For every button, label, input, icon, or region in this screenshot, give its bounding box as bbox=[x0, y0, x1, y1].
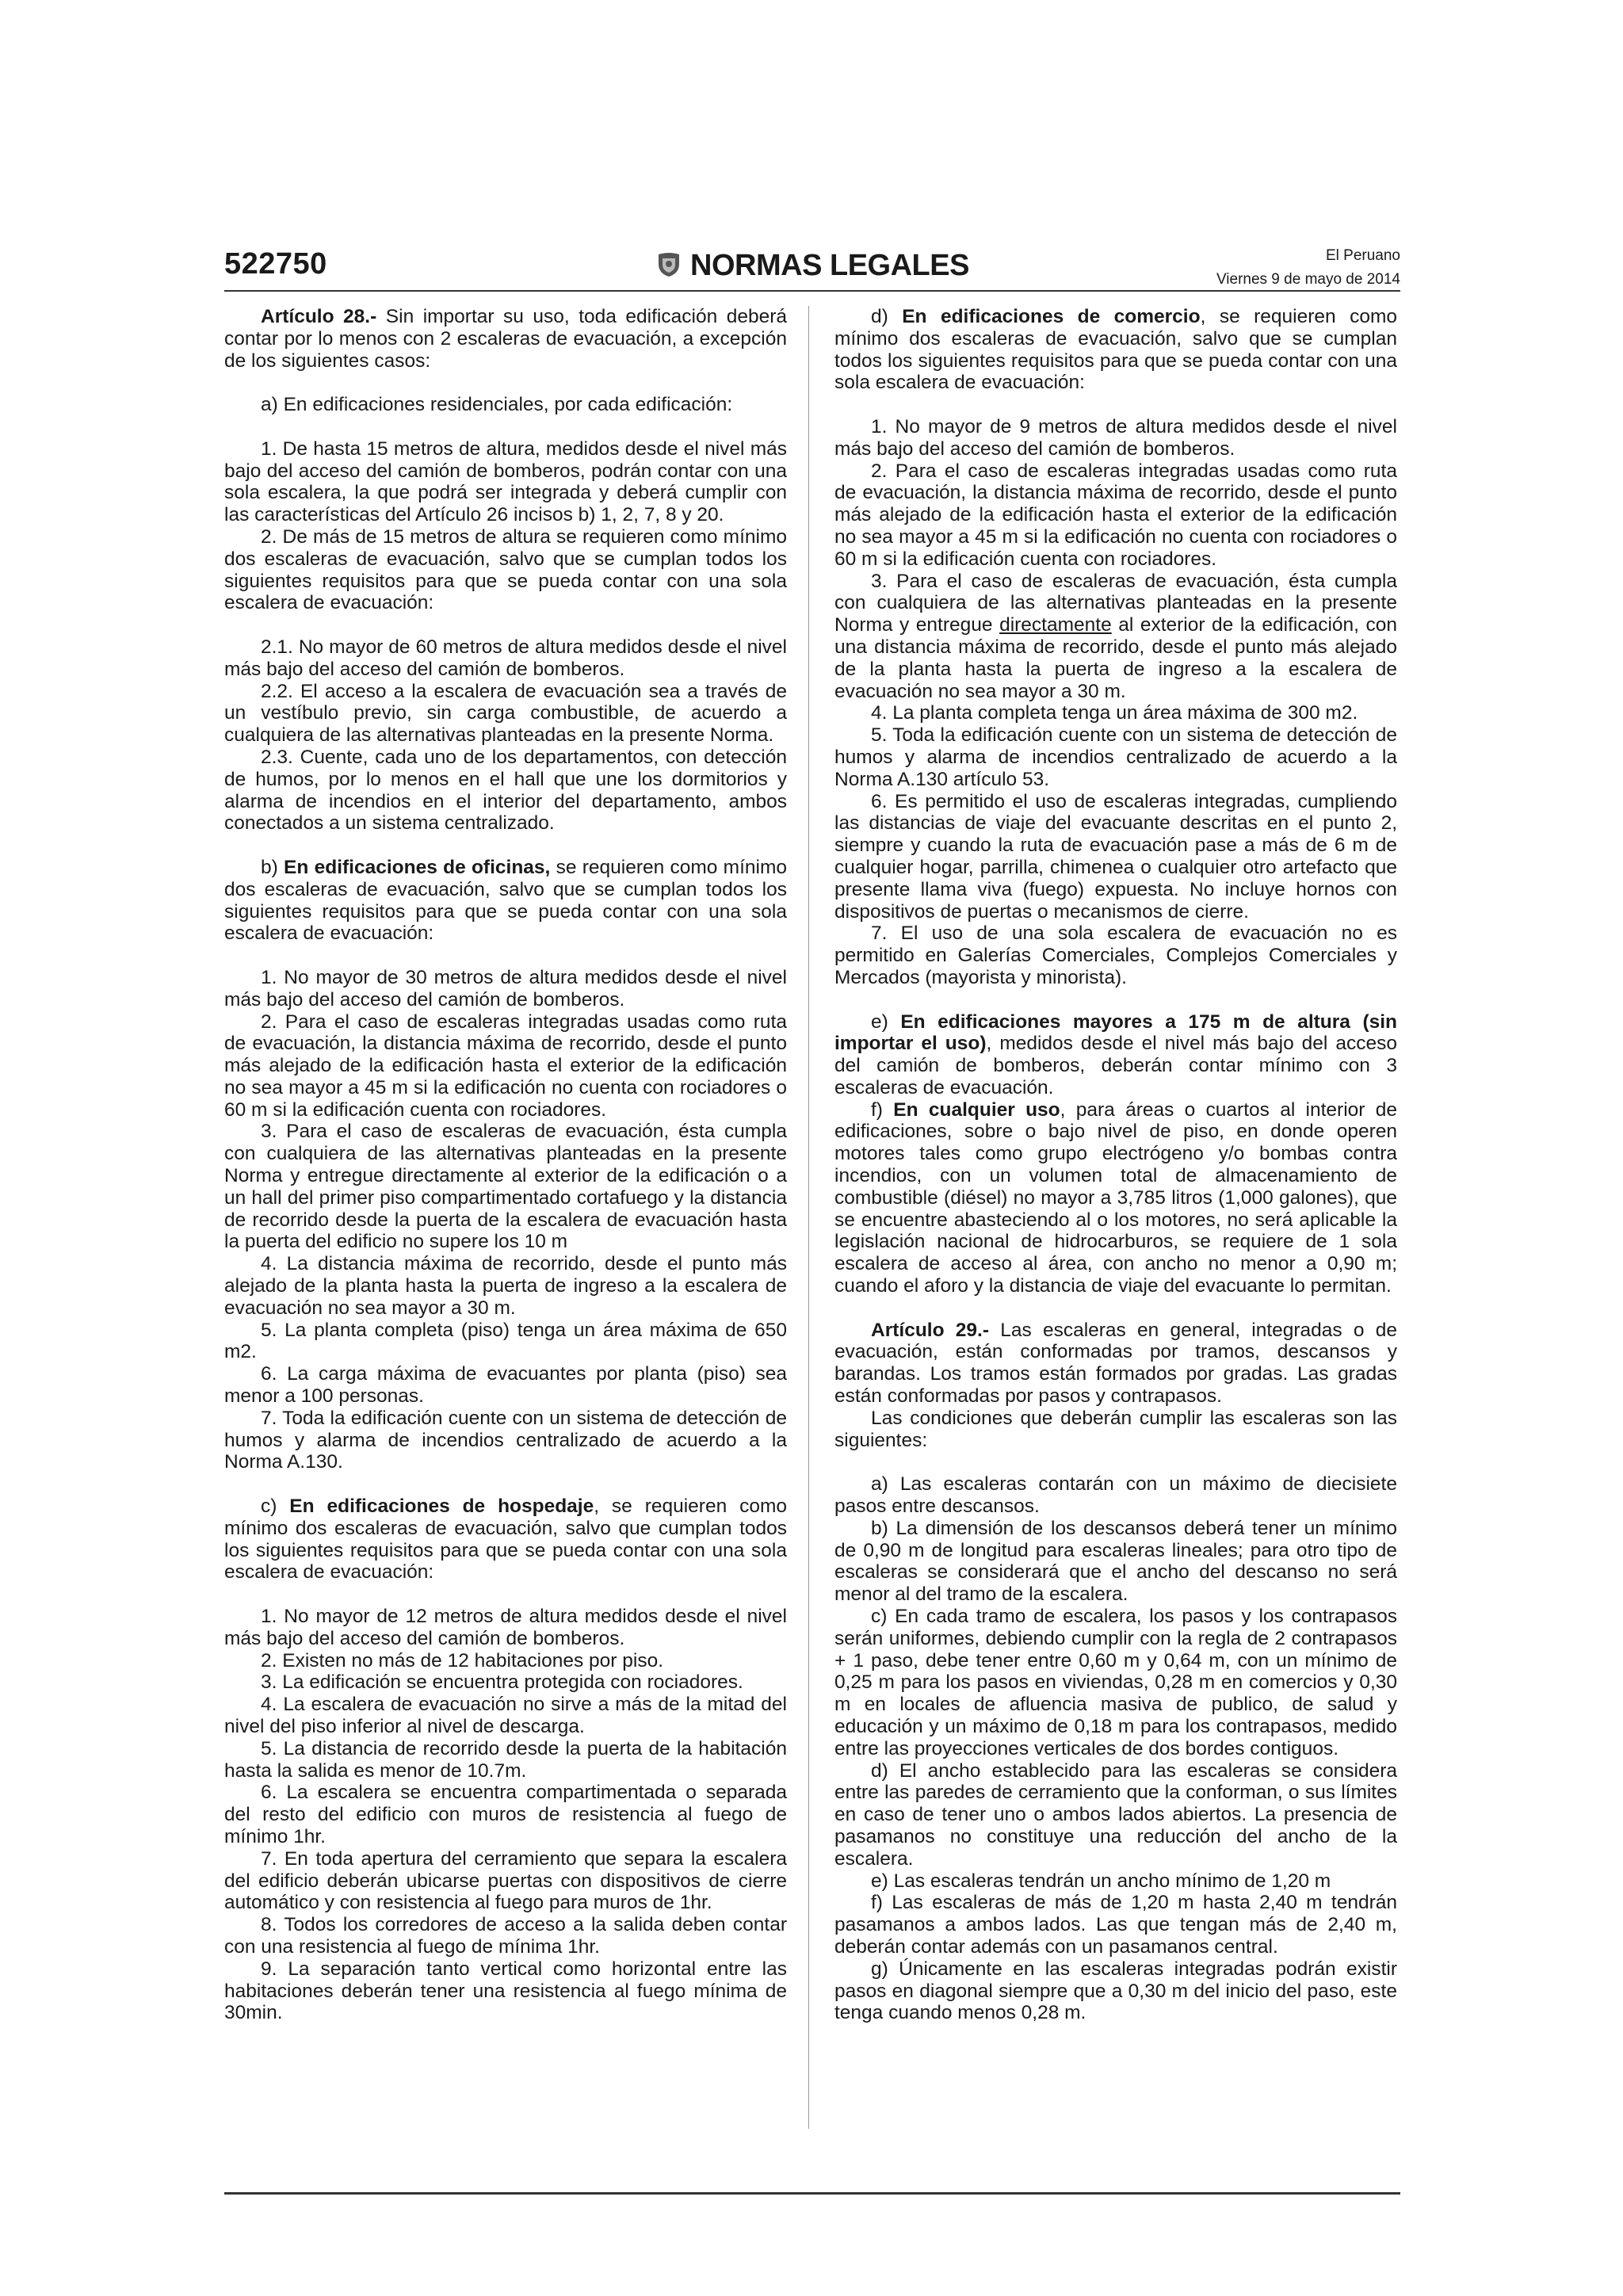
publication-name: El Peruano bbox=[1325, 247, 1400, 264]
clause-d-3: 3. Para el caso de escaleras de evacuación, ésta cumpla con cualquiera de las alternativas planteadas en la presente Norma y entregue directamente al exterior de la edificación, con una distancia máxima de recorrido, desde el punto más alejado de la planta hasta la puerta de ingreso a la escalera de evacuación no sea mayor a 30 m. bbox=[834, 570, 1398, 702]
clause-c-6: 6. La escalera se encuentra compartimentada o separada del resto del edificio con muros de resistencia al fuego de mínimo 1hr. bbox=[224, 1782, 787, 1847]
stair-rule-d: d) El ancho establecido para las escaleras se considera entre las paredes de cerramiento que la conforman, o sus límites en caso de tener uno o ambos lados abiertos. La presencia de pasamanos no constituye una reducción del ancho de la escalera. bbox=[834, 1759, 1397, 1870]
clause-b-7: 7. Toda la edificación cuente con un sistema de detección de humos y alarma de incendios centralizado de acuerdo a la Norma A.130. bbox=[224, 1407, 787, 1473]
column-divider bbox=[808, 306, 809, 2129]
stair-rule-b: b) La dimensión de los descansos deberá tener un mínimo de 0,90 m de longitud para escaleras lineales; para otro tipo de escaleras se considerará que el ancho del descanso no será menor al del tramo de la escalera. bbox=[834, 1517, 1397, 1606]
clause-d-7: 7. El uso de una sola escalera de evacuación no es permitido en Galerías Comerciales, Complejos Comerciales y Mercados (mayorista y minorista). bbox=[834, 923, 1397, 988]
article-29-conditions: Las condiciones que deberán cumplir las escaleras son las siguientes: bbox=[834, 1407, 1397, 1451]
clause-d-5: 5. Toda la edificación cuente con un sistema de detección de humos y alarma de incendios centralizado de acuerdo a la Norma A.130 artículo 53. bbox=[834, 724, 1397, 790]
clause-f: f) En cualquier uso, para áreas o cuartos al interior de edificaciones, sobre o bajo nivel de piso, en donde operen motores tales como grupo electrógeno y/o bombas contra incendios, con un volumen total de almacenamiento de combustible (diésel) no mayor a 3,785 litros (1,000 galones), que se encuentre abasteciendo al o los motores, no será aplicable la legislación nacional de hidrocarburos, se requiere de 1 sola escalera de acceso al área, con ancho no menor a 0,90 m; cuando el aforo y la distancia de viaje del evacuante lo permitan. bbox=[834, 1098, 1397, 1297]
stair-rule-g: g) Únicamente en las escaleras integradas podrán existir pasos en diagonal siempre que a 0,30 m del inicio del paso, este tenga cuando menos 0,28 m. bbox=[834, 1958, 1397, 2024]
stair-rule-a: a) Las escaleras contarán con un máximo de diecisiete pasos entre descansos. bbox=[834, 1473, 1397, 1518]
clause-b-2: 2. Para el caso de escaleras integradas usadas como ruta de evacuación, la distancia máxima de recorrido, desde el punto más alejado de la edificación hasta el exterior de la edificación no sea mayor a 45 m si la edificación no cuenta con rociadores o 60 m si la edificación cuenta con rociadores. bbox=[224, 1010, 787, 1121]
clause-c-3: 3. La edificación se encuentra protegida con rociadores. bbox=[261, 1671, 743, 1694]
clause-a-title: a) En edificaciones residenciales, por cada edificación: bbox=[261, 394, 733, 416]
clause-b-1: 1. No mayor de 30 metros de altura medidos desde el nivel más bajo del acceso del camión de bomberos. bbox=[224, 966, 787, 1010]
clause-c-title: c) En edificaciones de hospedaje, se requieren como mínimo dos escaleras de evacuación, salvo que cumplan todos los siguientes requisitos para que se pueda contar con una sola escalera de evacuación: bbox=[224, 1496, 787, 1584]
clause-c-1: 1. No mayor de 12 metros de altura medidos desde el nivel más bajo del acceso del camión de bomberos. bbox=[224, 1606, 787, 1649]
clause-d-6: 6. Es permitido el uso de escaleras integradas, cumpliendo las distancias de viaje del evacuante descritas en el punto 2, siempre y cuando la ruta de evacuación pase a más de 6 m de cualquier hogar, parrilla, chimenea o cualquier otro artefacto que presente llama viva (fuego) expuesta. No incluye hornos con dispositivos de puertas o mecanismos de cierre. bbox=[834, 790, 1397, 923]
clause-b-6: 6. La carga máxima de evacuantes por planta (piso) sea menor a 100 personas. bbox=[224, 1363, 787, 1408]
clause-c-2: 2. Existen no más de 12 habitaciones por piso. bbox=[261, 1649, 664, 1671]
article-29-intro: Artículo 29.- Las escaleras en general, integradas o de evacuación, están conformadas por tramos, descansos y barandas. Los tramos están formados por gradas. Las gradas están conformadas por pasos y contrapasos. bbox=[834, 1319, 1397, 1408]
clause-b-5: 5. La planta completa (piso) tenga un área máxima de 650 m2. bbox=[224, 1319, 787, 1363]
clause-b-4: 4. La distancia máxima de recorrido, desde el punto más alejado de la planta hasta la puerta de ingreso a la escalera de evacuación no sea mayor a 30 m. bbox=[224, 1253, 787, 1319]
clause-b-3: 3. Para el caso de escaleras de evacuación, ésta cumpla con cualquiera de las alternativas planteadas en la presente Norma y entregue directamente al exterior de la edificación o a un hall del primer piso compartimentado cortafuego y la distancia de recorrido desde la puerta de la escalera de evacuación hasta la puerta del edificio no supere los 10 m bbox=[224, 1121, 787, 1253]
clause-e: e) En edificaciones mayores a 175 m de altura (sin importar el uso), medidos desde el nivel más bajo del acceso del camión de bomberos, deberán contar mínimo con 3 escaleras de evacuación. bbox=[834, 1010, 1397, 1098]
clause-c-8: 8. Todos los corredores de acceso a la salida deben contar con una resistencia al fuego de mínima 1hr. bbox=[224, 1914, 787, 1958]
clause-a-2-3: 2.3. Cuente, cada uno de los departamentos, con detección de humos, por lo menos en el hall que une los dormitorios y alarma de incendios en el interior del departamento, ambos conectados a un sistema centralizado. bbox=[224, 746, 787, 835]
publication-info bbox=[1216, 244, 1400, 292]
stair-rule-f: f) Las escaleras de más de 1,20 m hasta 2,40 m tendrán pasamanos a ambos lados. Las que tengan más de 2,40 m, deberán contar además con un pasamanos central. bbox=[834, 1892, 1397, 1958]
stair-rule-c: c) En cada tramo de escalera, los pasos y los contrapasos serán uniformes, debiendo cumplir con la regla de 2 contrapasos + 1 paso, debe tener entre 0,60 m y 0,64 m, con un mínimo de 0,25 m para los pasos en viviendas, 0,28 m en comercios y 0,30 m en locales de afluencia masiva de publico, de salud y educación y un máximo de 0,18 m para los contrapasos, medido entre las proyecciones verticales de dos bordes contiguos. bbox=[834, 1606, 1397, 1759]
clause-b-title: b) En edificaciones de oficinas, se requieren como mínimo dos escaleras de evacuación, salvo que se cumplan todos los siguientes requisitos para que se pueda contar con una sola escalera de evacuación: bbox=[224, 856, 787, 945]
clause-d-title: d) En edificaciones de comercio, se requieren como mínimo dos escaleras de evacuación, salvo que se cumplan todos los siguientes requisitos para que se pueda contar con una sola escalera de evacuación: bbox=[834, 306, 1398, 394]
clause-c-7: 7. En toda apertura del cerramiento que separa la escalera del edificio deberán ubicarse puertas con dispositivos de cierre automático y con resistencia al fuego para muros de 1hr. bbox=[224, 1847, 787, 1914]
coat-of-arms-icon bbox=[655, 251, 682, 286]
clause-a-2: 2. De más de 15 metros de altura se requieren como mínimo dos escaleras de evacuación, salvo que se cumplan todos los siguientes requisitos para que se pueda contar con una sola escalera de evacuación: bbox=[224, 525, 787, 614]
article-28-label: Artículo 28.- bbox=[261, 306, 377, 327]
clause-a-1: 1. De hasta 15 metros de altura, medidos desde el nivel más bajo del acceso del camión de bomberos, podrán contar con una sola escalera, la que podrá ser integrada y deberá cumplir con las características del Artículo 26 incisos b) 1, 2, 7, 8 y 20. bbox=[224, 437, 787, 526]
stair-rule-e: e) Las escaleras tendrán un ancho mínimo de 1,20 m bbox=[871, 1870, 1331, 1892]
clause-d-4: 4. La planta completa tenga un área máxima de 300 m2. bbox=[871, 702, 1358, 724]
article-29-label: Artículo 29.- bbox=[871, 1319, 989, 1341]
left-column bbox=[224, 306, 787, 2024]
footer-rule bbox=[224, 2192, 1400, 2195]
article-28-intro: Artículo 28.- Sin importar su uso, toda edificación deberá contar por lo menos con 2 escaleras de evacuación, a excepción de los siguientes casos: bbox=[224, 306, 787, 372]
clause-d-2: 2. Para el caso de escaleras integradas usadas como ruta de evacuación, la distancia máxima de recorrido, desde el punto más alejado de la edificación hasta el exterior de la edificación no sea mayor a 45 m si la edificación no cuenta con rociadores o 60 m si la edificación cuenta con rociadores. bbox=[834, 460, 1397, 570]
clause-d-1: 1. No mayor de 9 metros de altura medidos desde el nivel más bajo del acceso del camión de bomberos. bbox=[834, 415, 1397, 460]
clause-c-4: 4. La escalera de evacuación no sirve a más de la mitad del nivel del piso inferior al nivel de descarga. bbox=[224, 1694, 787, 1737]
clause-c-5: 5. La distancia de recorrido desde la puerta de la habitación hasta la salida es menor de 10.7m. bbox=[224, 1737, 787, 1782]
page-number: 522750 bbox=[224, 247, 327, 281]
page-header bbox=[224, 238, 1400, 292]
clause-a-2-2: 2.2. El acceso a la escalera de evacuación sea a través de un vestíbulo previo, sin carga combustible, de acuerdo a cualquiera de las alternativas planteadas en la presente Norma. bbox=[224, 680, 787, 747]
masthead-title: NORMAS LEGALES bbox=[690, 249, 969, 282]
clause-a-2-1: 2.1. No mayor de 60 metros de altura medidos desde el nivel más bajo del acceso del camión de bomberos. bbox=[224, 636, 787, 680]
publication-date: Viernes 9 de mayo de 2014 bbox=[1216, 271, 1400, 288]
right-column bbox=[834, 306, 1397, 2024]
clause-c-9: 9. La separación tanto vertical como horizontal entre las habitaciones deberán tener una resistencia al fuego mínima de 30min. bbox=[224, 1958, 787, 2024]
